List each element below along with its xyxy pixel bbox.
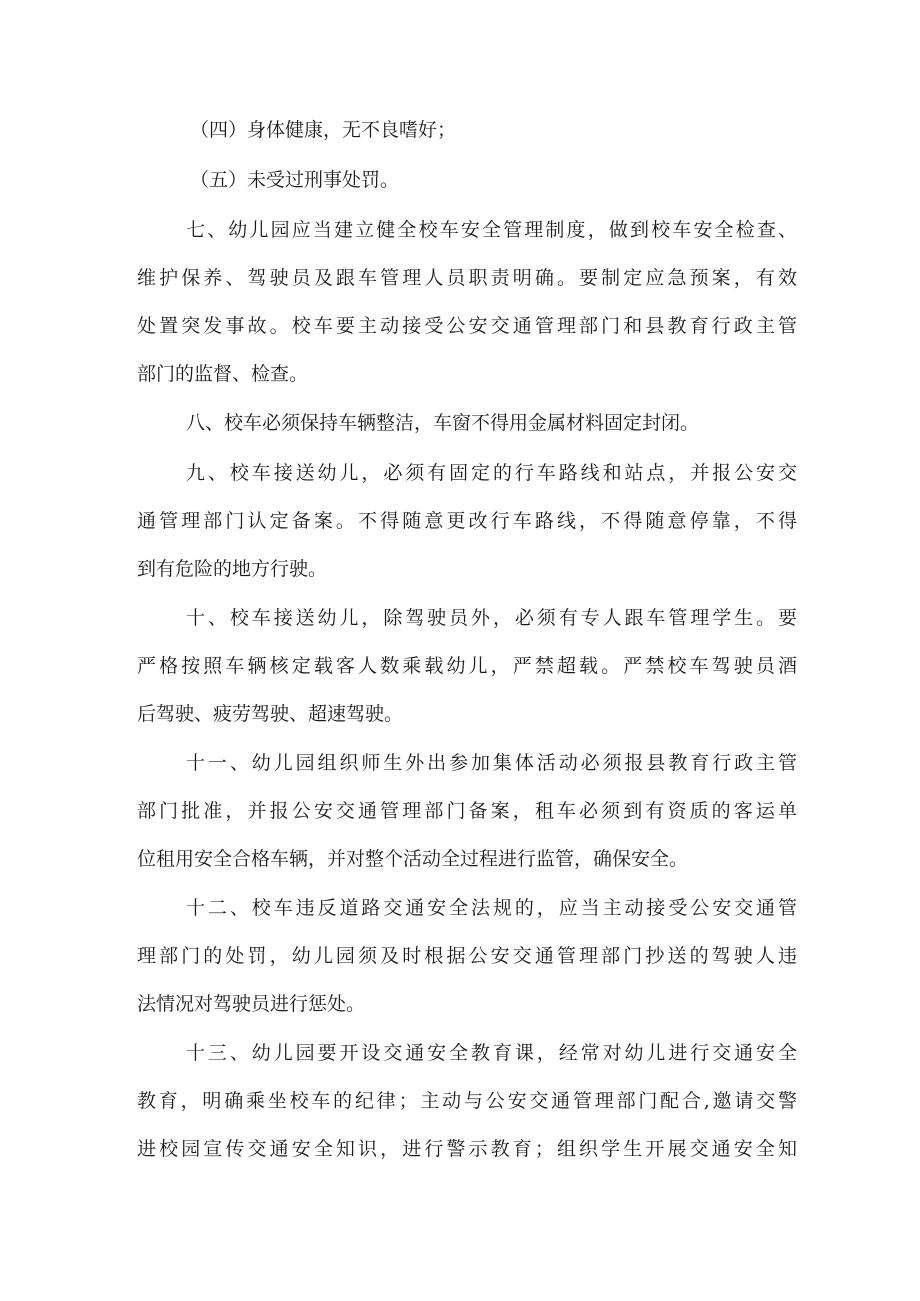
paragraph-line: 进校园宣传交通安全知识，进行警示教育；组织学生开展交通安全知 (137, 1138, 797, 1160)
paragraph-line: 位租用安全合格车辆，并对整个活动全过程进行监管，确保安全。 (137, 848, 689, 870)
paragraph-line: 七、幼儿园应当建立健全校车安全管理制度，做到校车安全检查、 (186, 219, 797, 241)
paragraph-line: 八、校车必须保持车辆整洁，车窗不得用金属材料固定封闭。 (186, 412, 700, 434)
paragraph-line: 教育，明确乘坐校车的纪律；主动与公安交通管理部门配合,邀请交警 (137, 1090, 797, 1112)
paragraph-line: 处置突发事故。校车要主动接受公安交通管理部门和县教育行政主管 (137, 315, 797, 337)
paragraph-line: 部门批准，并报公安交通管理部门备案，租车必须到有资质的客运单 (137, 800, 797, 822)
paragraph-line: 维护保养、驾驶员及跟车管理人员职责明确。要制定应急预案，有效 (137, 267, 797, 289)
paragraph-line: 部门的监督、检查。 (137, 363, 309, 385)
paragraph-line: 严格按照车辆核定载客人数乘载幼儿，严禁超载。严禁校车驾驶员酒 (137, 655, 797, 677)
paragraph-line: 十、校车接送幼儿，除驾驶员外，必须有专人跟车管理学生。要 (186, 607, 797, 629)
paragraph-line: 后驾驶、疲劳驾驶、超速驾驶。 (137, 703, 404, 725)
paragraph-line: （四）身体健康，无不良嗜好； (190, 119, 457, 141)
paragraph-line: 法情况对驾驶员进行惩处。 (137, 993, 366, 1015)
paragraph-line: 十二、校车违反道路交通安全法规的，应当主动接受公安交通管 (186, 897, 797, 919)
paragraph-line: 十一、幼儿园组织师生外出参加集体活动必须报县教育行政主管 (186, 752, 797, 774)
paragraph-line: （五）未受过刑事处罚。 (190, 169, 400, 191)
paragraph-line: 九、校车接送幼儿，必须有固定的行车路线和站点，并报公安交 (186, 462, 797, 484)
paragraph-line: 通管理部门认定备案。不得随意更改行车路线，不得随意停靠，不得 (137, 510, 797, 532)
paragraph-line: 十三、幼儿园要开设交通安全教育课，经常对幼儿进行交通安全 (186, 1042, 797, 1064)
paragraph-line: 理部门的处罚，幼儿园须及时根据公安交通管理部门抄送的驾驶人违 (137, 945, 797, 967)
paragraph-line: 到有危险的地方行驶。 (137, 558, 328, 580)
